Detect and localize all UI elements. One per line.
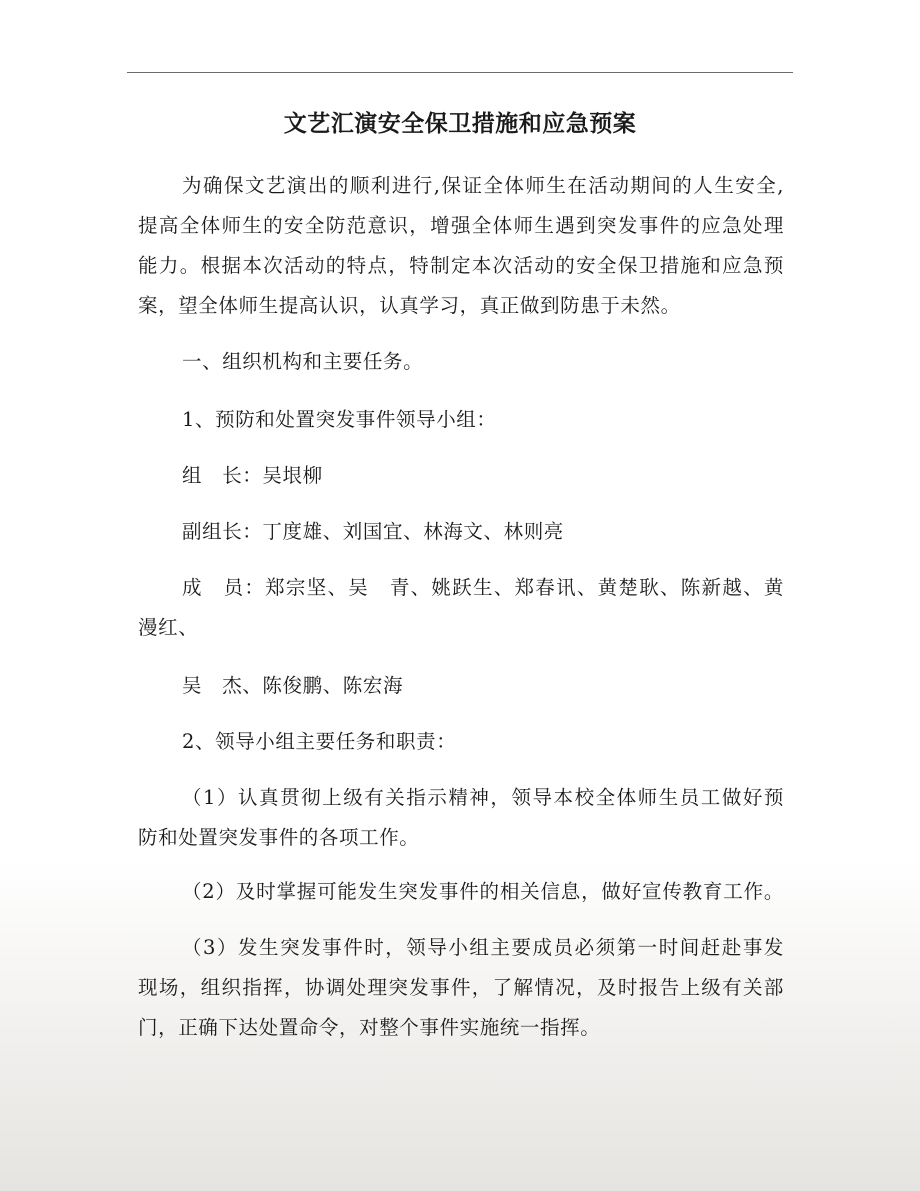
members-line-2: 漫红、	[138, 616, 199, 639]
subsection-2-heading: 2、领导小组主要任务和职责：	[182, 730, 457, 753]
section-1-heading: 一、组织机构和主要任务。	[182, 350, 424, 373]
duty-3-line-3: 门，正确下达处置命令，对整个事件实施统一指挥。	[138, 1016, 601, 1039]
duty-3-line-2: 现场，组织指挥，协调处理突发事件，了解情况，及时报告上级有关部	[138, 976, 784, 999]
duty-3-line-1: （3）发生突发事件时，领导小组主要成员必须第一时间赶赴事发	[182, 936, 784, 959]
members-continued-line: 吴 杰、陈俊鹏、陈宏海	[182, 674, 404, 697]
members-line-1: 成 员：郑宗坚、吴 青、姚跃生、郑春讯、黄楚耿、陈新越、黄	[182, 576, 784, 599]
intro-line-3: 能力。根据本次活动的特点，特制定本次活动的安全保卫措施和应急预	[138, 254, 784, 277]
duty-2-line: （2）及时掌握可能发生突发事件的相关信息，做好宣传教育工作。	[182, 880, 784, 903]
leader-line: 组 长：吴垠柳	[182, 464, 323, 487]
header-rule	[127, 72, 793, 73]
deputy-line: 副组长：丁度雄、刘国宜、林海文、林则亮	[182, 520, 564, 543]
intro-line-4: 案，望全体师生提高认识，认真学习，真正做到防患于未然。	[138, 294, 681, 317]
intro-line-2: 提高全体师生的安全防范意识，增强全体师生遇到突发事件的应急处理	[138, 214, 784, 237]
intro-line-1: 为确保文艺演出的顺利进行,保证全体师生在活动期间的人生安全,	[182, 174, 784, 197]
subsection-1-heading: 1、预防和处置突发事件领导小组：	[182, 408, 497, 431]
duty-1-line-1: （1）认真贯彻上级有关指示精神，领导本校全体师生员工做好预	[182, 786, 784, 809]
document-title: 文艺汇演安全保卫措施和应急预案	[283, 110, 637, 137]
duty-1-line-2: 防和处置突发事件的各项工作。	[138, 826, 420, 849]
